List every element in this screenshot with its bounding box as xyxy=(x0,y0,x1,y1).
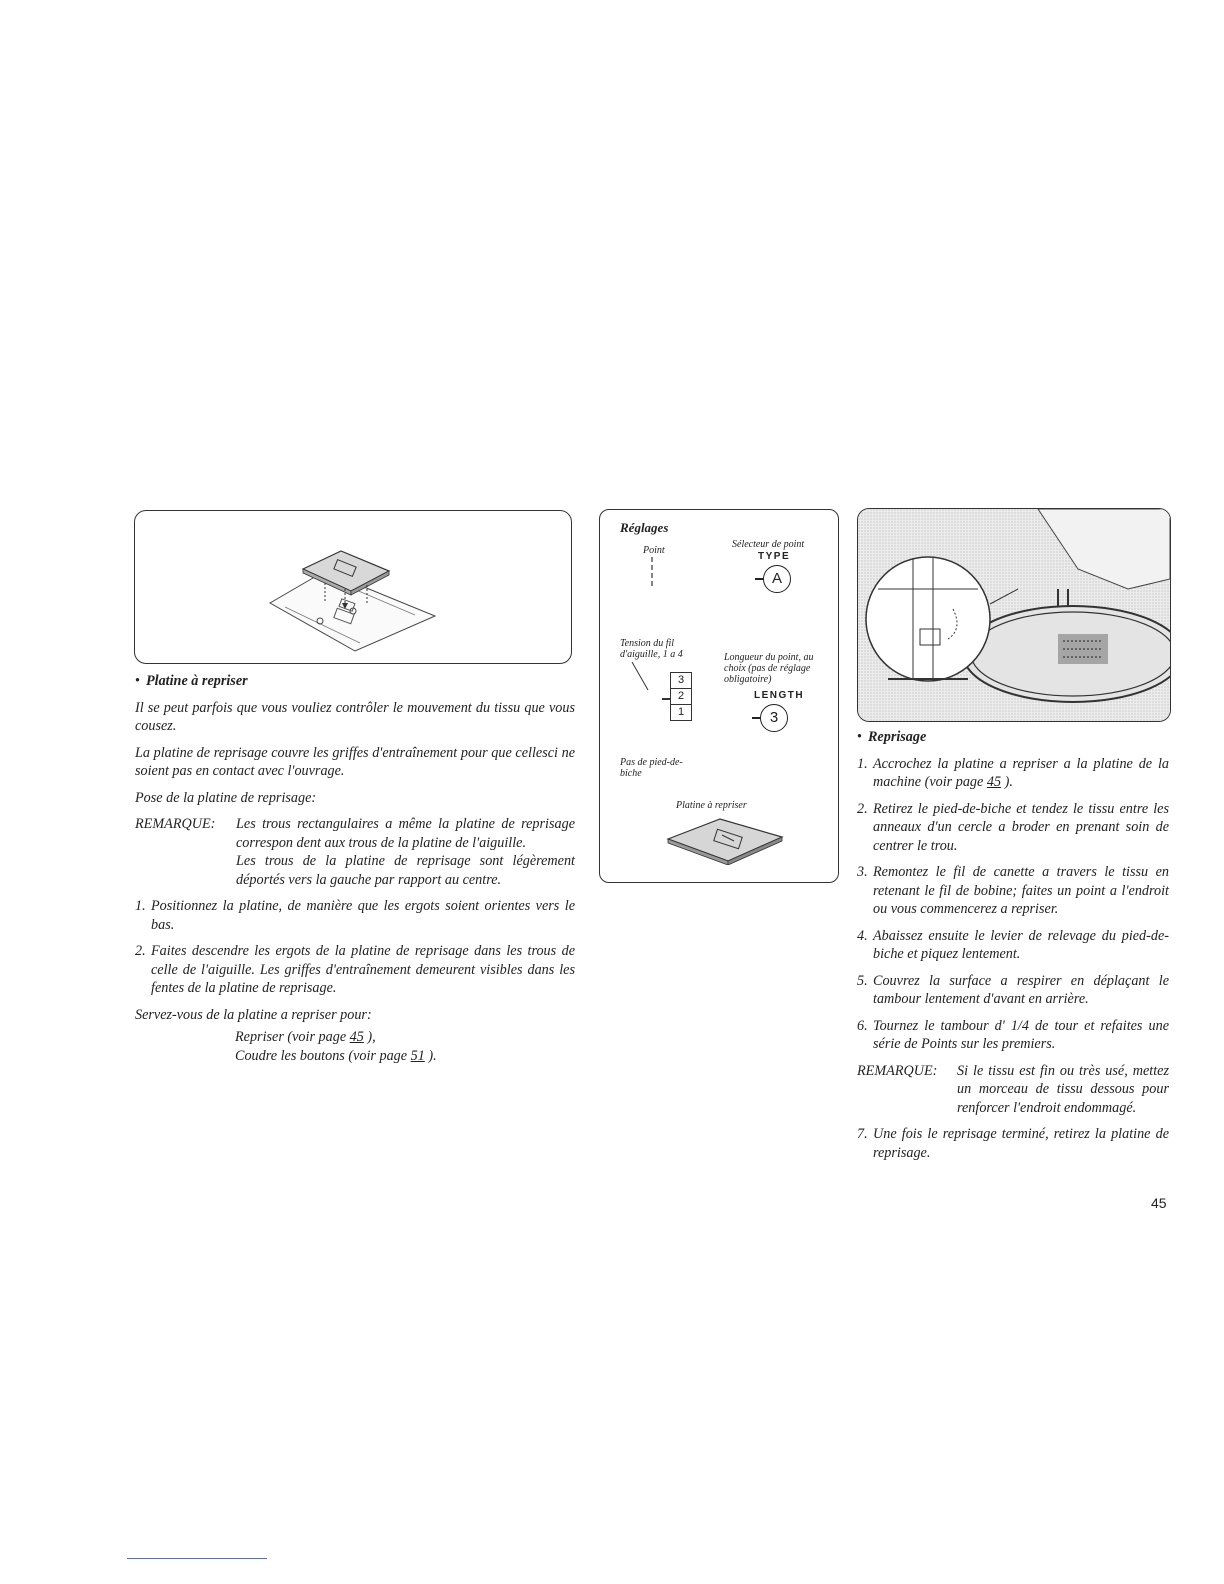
left-column xyxy=(135,672,575,1066)
straight-stitch-icon xyxy=(649,557,655,587)
tension-mark: 1 xyxy=(677,706,685,718)
remark-body: Si le tissu est fin ou très usé, mettez un morceau de tissu dessous pour renforcer l'endroit endommagé. xyxy=(957,1062,1169,1116)
right-column xyxy=(857,728,1169,1170)
paragraph: Il se peut parfois que vous vouliez contrôler le mouvement du tissu que vous cousez. xyxy=(135,699,575,734)
darning-plate-illustration xyxy=(135,511,571,663)
step-text: Faites descendre les ergots de la platine de reprisage dans les trous de celle de l'aiguille. Les griffes d'entraînement demeurent visibles dans les fentes de la platine de reprisage. xyxy=(151,943,575,996)
use-item: Repriser (voir page 45 ), xyxy=(235,1029,376,1045)
remark-block xyxy=(135,815,575,889)
remark-line: Les trous de la platine de reprisage sont légèrement déportés vers la gauche par rapport au centre. xyxy=(236,853,575,888)
step-number: 5. xyxy=(857,972,868,989)
paragraph: Pose de la platine de reprisage: xyxy=(135,789,317,806)
dial-marker-icon xyxy=(752,717,760,719)
step-text: Accrochez la platine a repriser a la platine de la machine (voir page 45 ). xyxy=(873,755,1169,790)
paragraph: La platine de reprisage couvre les griffes d'entraînement pour que cellesci ne soient pas en contact avec l'ouvrage. xyxy=(135,744,575,779)
tension-dial xyxy=(670,672,692,721)
type-label: TYPE xyxy=(758,551,791,562)
step-text: Tournez le tambour d' 1/4 de tour et refaites une série de Points sur les premiers. xyxy=(873,1017,1169,1052)
bullet: • xyxy=(857,729,862,745)
darning-machine-illustration xyxy=(858,509,1170,721)
tension-label: Tension du fil d'aiguille, 1 a 4 xyxy=(620,638,683,660)
darning-plate-figure xyxy=(134,510,572,664)
type-value: A xyxy=(771,570,782,587)
step-number: 2. xyxy=(857,800,868,817)
list-item xyxy=(135,897,575,934)
step-text: Couvrez la surface a respirer en déplaçant le tambour lentement d'avant en arrière. xyxy=(873,972,1169,1007)
length-value: 3 xyxy=(769,709,779,726)
dial-marker-icon xyxy=(755,578,763,580)
list-item xyxy=(857,755,1169,792)
step-text: Positionnez la platine, de manière que les ergots soient orientes vers le bas. xyxy=(151,898,575,933)
presser-foot-label: Pas de pied-de-biche xyxy=(620,757,683,779)
length-label: LENGTH xyxy=(754,690,805,701)
darning-plate-icon xyxy=(660,815,790,865)
paragraph: Servez-vous de la platine a repriser pour: xyxy=(135,1006,372,1023)
step-number: 4. xyxy=(857,927,868,944)
page-link[interactable]: 51 xyxy=(410,1048,425,1064)
darning-plate-label: Platine à repriser xyxy=(676,800,747,811)
list-item xyxy=(857,800,1169,856)
step-text: Abaissez ensuite le levier de relevage du pied-de-biche et piquez lentement. xyxy=(873,927,1169,962)
remark-block xyxy=(857,1062,1169,1118)
step-text: Retirez le pied-de-biche et tendez le tissu entre les anneaux d'un cercle a broder en prenant soin de centrer le trou. xyxy=(873,800,1169,854)
page-link[interactable]: 45 xyxy=(349,1029,364,1045)
use-list xyxy=(135,1028,575,1066)
list-item xyxy=(857,1017,1169,1054)
step-text: Une fois le reprisage terminé, retirez la platine de reprisage. xyxy=(873,1126,1169,1161)
tension-pointer-icon xyxy=(630,660,650,700)
remark-body xyxy=(236,815,575,889)
selector-label: Sélecteur de point xyxy=(732,539,805,550)
remark-line: Les trous rectangulaires a même la platine de reprisage correspon dent aux trous de la platine de l'aiguille. xyxy=(236,816,575,851)
heading-text: Reprisage xyxy=(867,729,927,745)
bullet: • xyxy=(135,673,140,689)
section-heading-darning-plate xyxy=(135,672,575,691)
darning-machine-figure xyxy=(857,508,1171,722)
type-dial xyxy=(763,565,791,593)
use-item: Coudre les boutons (voir page 51 ). xyxy=(235,1048,437,1064)
list-item xyxy=(857,972,1169,1009)
length-description: Longueur du point, au choix (pas de réglage obligatoire) xyxy=(724,652,814,685)
tension-mark: 2 xyxy=(671,689,691,705)
settings-title: Réglages xyxy=(620,520,669,535)
page-link[interactable]: 45 xyxy=(986,774,1002,790)
footer-divider xyxy=(127,1558,267,1559)
step-number: 1. xyxy=(135,898,146,914)
stitch-label: Point xyxy=(643,545,665,556)
step-number: 2. xyxy=(135,943,146,959)
list-item xyxy=(135,942,575,998)
list-item xyxy=(857,863,1169,919)
heading-text: Platine à repriser xyxy=(145,673,248,689)
remark-label: REMARQUE: xyxy=(135,816,216,832)
tension-mark: 3 xyxy=(671,673,691,689)
list-item xyxy=(857,1125,1169,1162)
step-number: 1. xyxy=(857,755,868,772)
tension-indicator-icon xyxy=(662,698,670,700)
length-dial xyxy=(760,704,788,732)
page-number: 45 xyxy=(1151,1195,1167,1211)
step-number: 7. xyxy=(857,1126,868,1142)
section-heading-darning xyxy=(857,728,1169,747)
list-item xyxy=(857,927,1169,964)
step-text: Remontez le fil de canette a travers le tissu en retenant le fil de bobine; faites un point a l'endroit ou vous commencerez a repriser. xyxy=(873,864,1169,917)
remark-label: REMARQUE: xyxy=(857,1062,938,1079)
step-number: 6. xyxy=(857,1017,868,1034)
settings-panel xyxy=(599,509,839,883)
step-number: 3. xyxy=(857,864,868,880)
